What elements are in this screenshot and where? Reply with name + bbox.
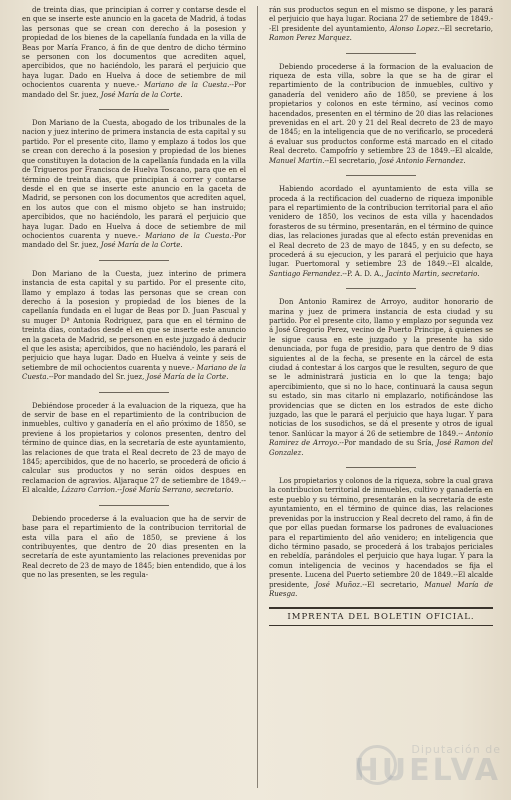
notice-right-1: rán sus productos segun en el mismo se dispone, y les parará el perjuicio que haya lugar. Rociana 27 de setiembre de 1849.--El presidente del ayuntamiento, Alonso Lopez.--El secretario, Ramon Perez Marquez. (269, 6, 493, 43)
notice-right-3: Habiendo acordado el ayuntamiento de esta villa se proceda á la rectificacion del cuaderno de riqueza imponible para el repartimiento de la contribucion territorial para el año venidero de 1850, los vecinos de esta villa y hacendados forasteros de su término, presentarán, en el término de quince dias, las relaciones juradas que al efecto están prevenidas en el Real decreto de 23 de mayo de 1845, y en su defecto, se procederá á su ejecucion, y les parará el perjuicio que haya lugar. Puertomoral y setiembre 23 de 1849.--El alcalde, Santiago Fernandez.--P. A. D. A., Jacinto Martin, secretario. (269, 185, 493, 278)
watermark-top: Diputación de (411, 743, 501, 756)
column-divider (257, 6, 258, 788)
separator (99, 260, 169, 261)
two-column-layout (22, 6, 493, 788)
notice-left-1: de treinta dias, que principian á correr y contarse desde el en que se inserte este anuncio en la gaceta de Madrid, á todas las personas que se crean con derecho á la posesion y propiedad de los bienes de la capellanía fundada en la villa de Beas por María Franco, á fin de que dentro de dicho término se personen con los documentos que acrediten aquel, apercibidos, que no haciéndolo, les parará el perjuicio que haya lugar. Dado en Huelva á doce de setiembre de mil ochocientos cuarenta y nueve.- Mariano de la Cuesta.--Por mandado del Sr. juez, José María de la Corte. (22, 6, 246, 99)
right-column (269, 6, 493, 788)
separator (99, 109, 169, 110)
watermark-main: HUELVA (353, 753, 501, 788)
left-column (22, 6, 246, 788)
notice-left-5: Debiendo procederse á la evaluacion que ha de servir de base para el repartimiento de la contribucion territorial de esta villa para el año de 1850, se previene á los contribuyentes, que dentro de 20 dias presenten en la secretaría de este ayuntamiento las relaciones prevenidas por Real decreto de 23 de mayo de 1845; bien entendido, que á los que no las presenten, se les regula- (22, 514, 246, 580)
separator (346, 175, 416, 176)
separator (99, 505, 169, 506)
notice-left-3: Don Mariano de la Cuesta, juez interino de primera instancia de esta capital y su partido. Por el presente cito, llamo y emplazo á todas las personas que se crean con derecho á la posesion y propiedad de los bienes de la capellanía fundada en el lugar de Beas por D. Juan Pascual y su muger Dª Antonia Rodriguez, para que en el término de treinta dias, contados desde el en que se inserte este anuncio en la gaceta de Madrid, se personen en este juzgado á deducir el que les asista; apercibidos, que no haciéndolo, les parará el perjuicio que haya lugar. Dado en Huelva á veinte y seis de setiembre de mil ochocientos cuarenta y nueve.- Mariano de la Cuesta.--Por mandado del Sr. juez, José María de la Corte. (22, 269, 246, 382)
notice-right-2: Debiendo procederse á la formacion de la evaluacion de riqueza de esta villa, sobre la que se ha de girar el repartimiento de la contribucion de inmuebles, cultivo y ganadería del venidero año de 1850, se previene á los propietarios y colonos en este término, así vecinos como hacendados, presenten en el término de 20 dias las relaciones prevenidas en el art. 20 y 21 del Real decreto de 23 de mayo de 1845; en la inteligencia que de no verificarlo, se procederá á evaluar sus productos conforme está marcado en el citado Real decreto. Campofrío y setiembre 23 de 1849.--El alcalde, Manuel Martin.--El secretario, José Antonio Fernandez. (269, 62, 493, 165)
notice-right-4: Don Antonio Ramirez de Arroyo, auditor honorario de marina y juez de primera instancia de esta ciudad y su partido. Por el presente cito, llamo y emplazo por segunda vez á José Gregorio Perez, vecino de Puerto Principe, á quienes se le sigue causa en este juzgado y la presente ha sido denunciada, por fuga de presidio, para que dentro de 9 dias siguientes al de la fecha, se presente en la cárcel de esta ciudad á contestar á los cargos que le resulten, seguro de que se le administrará justicia en lo que la tenga; bajo apercibimiento, que si no lo hace, continuará la causa segun su estado, sin mas citarlo ni emplazarlo, notificándose las providencias que se dicten en los estrados de este dicho juzgado, las que le parará el perjuicio que haya lugar. Y para noticias de los susodichos, se dá el presente y otros de igual tenor. Sanlúcar la mayor á 26 de setiembre de 1849.-- Antonio Ramirez de Arroyo.--Por mandado de su Sría, José Ramon del Gonzalez. (269, 298, 493, 457)
watermark (351, 743, 501, 786)
separator (346, 288, 416, 289)
seal-icon (357, 745, 397, 785)
notice-left-4: Debiéndose proceder á la evaluacion de la riqueza, que ha de servir de base en el repartimiento de la contribucion de inmuebles, cultivo y ganadería en el año próximo de 1850, se previene á los propietarios y colonos presenten, dentro del término de quince dias, en la secretaría de este ayuntamiento, las relaciones de que trata el Real decreto de 23 de mayo de 1845; apercibidos, que de no hacerlo, se procederá de oficio á calcular sus productos y no serán oidos despues en reclamacion de agravios. Aljaraque 27 de setiembre de 1849.--El alcalde, Lázaro Carrion.--José María Serrano, secretario. (22, 401, 246, 495)
separator (346, 53, 416, 54)
separator (346, 467, 416, 468)
notice-left-2: Don Mariano de la Cuesta, abogado de los tribunales de la nacion y juez interino de primera instancia de esta capital y su partido. Por el presente cito, llamo y emplazo á todos los que se crean con derecho á la posesion y propiedad de los bienes que constituyen la dotacion de la capellanía fundada en la villa de Trigueros por Francisca de Huelva Toscano, para que en el término de treinta dias, que principian á correr y contarse desde el en que se inserte este anuncio en la gaceta de Madrid, se personen con los documentos que acrediten aquel, en los autos que con el mismo objeto se han instruido; apercibidos, que no haciéndolo, les parará el perjuicio que haya lugar. Dado en Huelva á doce de setiembre de mil ochocientos cuarenta y nueve.- Mariano de la Cuesta.-Por mandado del Sr. juez, José María de la Corte. (22, 119, 246, 250)
separator (99, 392, 169, 393)
imprint-line: IMPRENTA DEL BOLETIN OFICIAL. (269, 607, 493, 626)
notice-right-5: Los propietarios y colonos de la riqueza, sobre la cual grava la contribucion territorial de inmuebles, cultivo y ganadería en este pueblo y su término, presentarán en la secretaría de este ayuntamiento, en el término de quince dias, las relaciones prevenidas por la instruccion y Real decreto del ramo, á fin de que por ellas puedan formarse los padrones de evaluaciones para el repartimiento del año venidero; en inteligencia que dicho término pasado, se procederá á los trabajos periciales en rebeldía, parándoles el perjuicio que haya lugar. Y para la comun inteligencia de vecinos y hacendados se fija el presente. Lucena del Puerto setiembre 20 de 1849.--El alcalde presidente, José Muñoz.--El secretario, Manuel María de Ruesga. (269, 477, 493, 598)
